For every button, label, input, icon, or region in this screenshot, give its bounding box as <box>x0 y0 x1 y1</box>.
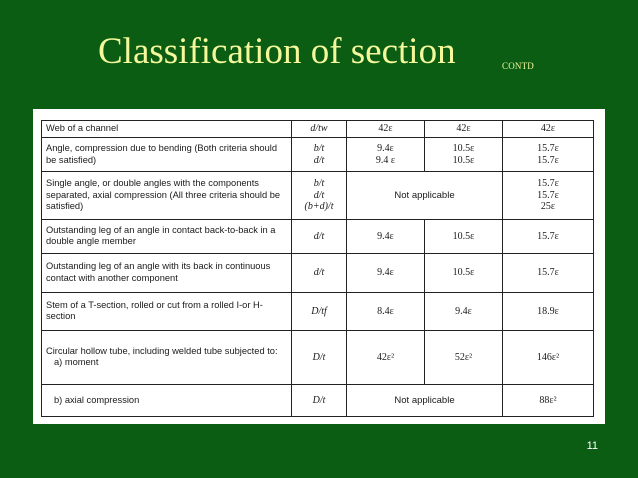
class3-limit-cell-line: 18.9ε <box>537 305 559 317</box>
description-cell <box>42 331 292 385</box>
description-cell-line: Outstanding leg of an angle in contact back-to-back in a <box>46 224 276 235</box>
class2-limit-cell-line: 42ε <box>456 123 471 135</box>
table-row <box>42 121 594 138</box>
class3-limit-cell <box>503 384 594 416</box>
class1-limit-cell <box>347 138 425 172</box>
ratio-cell-line: (b+d)/t <box>304 201 334 213</box>
ratio-cell-line: D/t <box>312 394 326 406</box>
ratio-cell-line: b/t <box>313 143 325 155</box>
class2-limit-cell-line: 10.5ε <box>452 230 475 242</box>
table-row <box>42 384 594 416</box>
ratio-cell <box>292 292 347 331</box>
table-row <box>42 219 594 253</box>
table-row <box>42 172 594 219</box>
class2-limit-cell-line: 10.5ε <box>452 267 475 279</box>
class3-limit-cell <box>503 292 594 331</box>
class1-limit-cell <box>347 121 425 138</box>
class2-limit-cell-line: 10.5ε <box>452 154 475 166</box>
class3-limit-cell <box>503 219 594 253</box>
class3-limit-cell <box>503 138 594 172</box>
class3-limit-cell-line: 15.7ε <box>537 143 559 155</box>
class3-limit-cell <box>503 172 594 219</box>
description-cell-line: Angle, compression due to bending (Both criteria should <box>46 143 278 154</box>
description-cell-line: be satisfied) <box>46 154 97 165</box>
ratio-cell <box>292 138 347 172</box>
class2-limit-cell-line: 10.5ε <box>452 143 475 155</box>
table-row <box>42 138 594 172</box>
description-cell-line: section <box>46 311 76 322</box>
class1-limit-cell-line: 9.4ε <box>377 267 394 279</box>
description-cell <box>42 219 292 253</box>
ratio-cell-line: d/tw <box>310 123 328 135</box>
ratio-cell <box>292 172 347 219</box>
class2-limit-cell <box>425 138 503 172</box>
class1-limit-cell <box>347 253 425 292</box>
class3-limit-cell-line: 42ε <box>540 123 556 135</box>
class3-limit-cell-line: 15.7ε <box>537 178 559 190</box>
ratio-cell <box>292 253 347 292</box>
class1-limit-cell <box>347 219 425 253</box>
class2-limit-cell-line: 9.4ε <box>455 305 472 317</box>
class3-limit-cell <box>503 331 594 385</box>
description-cell-line: b) axial compression <box>54 394 140 405</box>
ratio-cell-line: d/t <box>313 189 325 201</box>
description-cell-line: a) moment <box>54 357 99 368</box>
description-cell-line: Web of a channel <box>46 123 119 134</box>
class3-limit-cell-line: 15.7ε <box>537 267 559 279</box>
class1-limit-cell-line: 9.4ε <box>377 230 394 242</box>
contd-label: CONTD <box>502 61 534 71</box>
description-cell <box>42 172 292 219</box>
slide-title: Classification of section <box>98 31 456 72</box>
description-cell <box>42 292 292 331</box>
ratio-cell-line: d/t <box>313 267 325 279</box>
ratio-cell-line: D/t <box>312 351 326 363</box>
class3-limit-cell-line: 15.7ε <box>537 154 559 166</box>
description-cell-line: satisfied) <box>46 201 84 212</box>
ratio-cell <box>292 384 347 416</box>
description-cell-line: Outstanding leg of an angle with its back in continuous <box>46 261 271 272</box>
class1-limit-cell <box>347 292 425 331</box>
class1-limit-cell-line: 42ε² <box>376 351 395 363</box>
description-cell-line: Stem of a T-section, rolled or cut from a rolled I-or H- <box>46 299 263 310</box>
class2-limit-cell <box>425 253 503 292</box>
ratio-cell-line: d/t <box>313 154 325 166</box>
description-cell-line: Circular hollow tube, including welded tube subjected to: <box>46 345 278 356</box>
class1-limit-cell-line: 9.4 ε <box>375 154 396 166</box>
class3-limit-cell <box>503 121 594 138</box>
ratio-cell-line: b/t <box>313 178 325 190</box>
class1-limit-cell-line: 42ε <box>378 123 393 135</box>
class3-limit-cell-line: 146ε² <box>536 351 560 363</box>
description-cell-line: Single angle, or double angles with the components <box>46 178 259 189</box>
ratio-cell <box>292 121 347 138</box>
class1-limit-cell <box>347 331 425 385</box>
not-applicable-cell: Not applicable <box>347 384 503 416</box>
table-row <box>42 253 594 292</box>
description-cell <box>42 121 292 138</box>
class2-limit-cell <box>425 121 503 138</box>
table-row <box>42 331 594 385</box>
class1-limit-cell-line: 8.4ε <box>377 305 394 317</box>
ratio-cell <box>292 219 347 253</box>
table-row <box>42 292 594 331</box>
class3-limit-cell-line: 25ε <box>540 201 556 213</box>
description-cell-line: separated, axial compression (All three criteria should be <box>46 189 281 200</box>
class2-limit-cell <box>425 219 503 253</box>
ratio-cell-line: D/tf <box>311 305 327 317</box>
class2-limit-cell <box>425 292 503 331</box>
description-cell <box>42 384 292 416</box>
table-image <box>33 109 605 424</box>
class3-limit-cell <box>503 253 594 292</box>
class3-limit-cell-line: 88ε² <box>539 394 557 406</box>
class1-limit-cell-line: 9.4ε <box>377 143 394 155</box>
description-cell-line: double angle member <box>46 236 136 247</box>
class2-limit-cell-line: 52ε² <box>454 351 473 363</box>
ratio-cell <box>292 331 347 385</box>
description-cell-line: contact with another component <box>46 272 178 283</box>
class3-limit-cell-line: 15.7ε <box>537 189 559 201</box>
description-cell <box>42 253 292 292</box>
classification-table <box>41 120 594 417</box>
class3-limit-cell-line: 15.7ε <box>537 230 559 242</box>
not-applicable-cell: Not applicable <box>347 172 503 219</box>
class2-limit-cell <box>425 331 503 385</box>
ratio-cell-line: d/t <box>313 230 325 242</box>
description-cell <box>42 138 292 172</box>
page-number: 11 <box>586 440 598 452</box>
